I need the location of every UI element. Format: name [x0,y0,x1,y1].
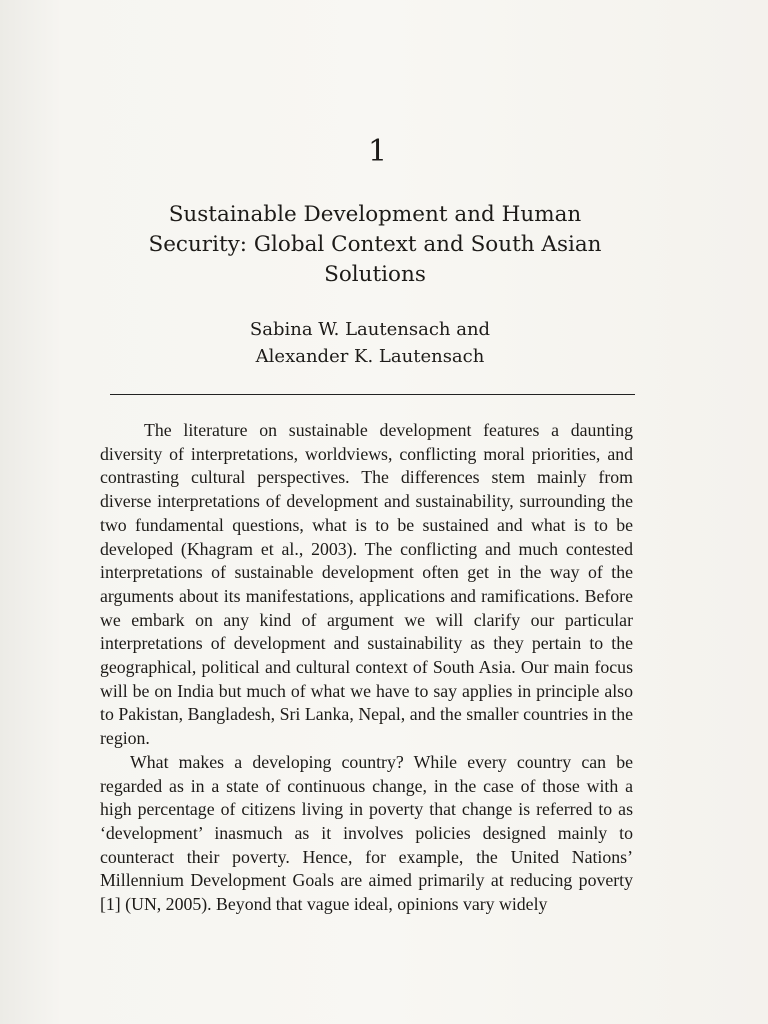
title-divider [110,394,635,395]
chapter-number: 1 [367,134,388,169]
chapter-title: Sustainable Development and Human Security: Global Context and South Asian Solutions [148,202,602,287]
body-paragraph-2: What makes a developing country? While every country can be regarded as in a state of continuous change, in the case of those with a high percentage of citizens living in poverty that change is referred to as ‘development’ inasmuch as it involves policies designed mainly to counteract their poverty. Hence, for example, the United Nations’ Millennium Development Goals are aimed primarily at reducing poverty [1] (UN, 2005). Beyond that vague ideal, opinions vary widely [100,751,633,915]
chapter-body [100,419,633,917]
body-paragraph-1: The literature on sustainable development features a daunting diversity of interpretations, worldviews, conflicting moral priorities, and contrasting cultural perspectives. The differences stem mainly from diverse interpretations of development and sustainability, surrounding the two fundamental questions, what is to be sustained and what is to be developed (Khagram et al., 2003). The conflicting and much contested interpretations of sustainable development often get in the way of the arguments about its manifestations, applications and ramifications. Before we embark on any kind of argument we will clarify our particular interpretations of development and sustainability as they pertain to the geographical, political and cultural context of South Asia. Our main focus will be on India but much of what we have to say applies in principle also to Pakistan, Bangladesh, Sri Lanka, Nepal, and the smaller countries in the region. [100,420,633,749]
authors-line-2: Alexander K. Lautensach [255,346,485,367]
chapter-authors [150,316,590,370]
authors-line-1: Sabina W. Lautensach and [249,319,491,340]
